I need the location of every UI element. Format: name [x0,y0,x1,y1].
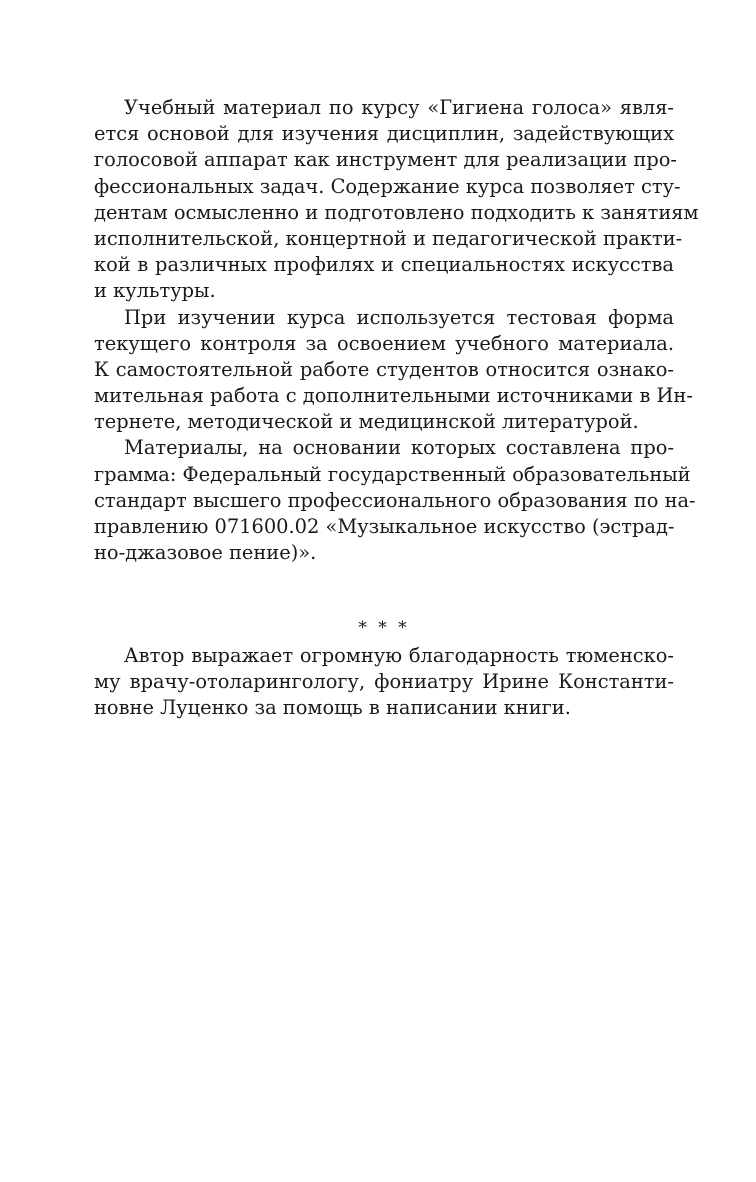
paragraph-materials [94,435,696,566]
text-line: Автор выражает огромную благодарность тюменско- [124,644,674,667]
paragraph-control [94,305,693,436]
paragraph-intro [94,95,699,305]
text-line: новне Луценко за помощь в написании книги. [94,696,571,720]
text-line: и культуры. [94,279,216,303]
main-text [94,95,699,566]
text-line: ется основой для изучения дисциплин, задействующих [94,122,674,146]
text-line: При изучении курса используется тестовая форма [124,305,674,329]
text-line: тернете, методической и медицинской литературой. [94,410,639,434]
paragraph-acknowledgement [94,643,674,722]
text-line: дентам осмысленно и подготовлено подходить к занятиям [94,200,699,224]
text-line: Учебный материал по курсу «Гигиена голоса» явля- [124,96,674,119]
text-line: К самостоятельной работе студентов относится ознако- [94,357,674,381]
text-line: му врачу-отоларингологу, фониатру Ирине Константи- [94,670,674,694]
text-line: но-джазовое пение)». [94,541,317,565]
text-line: голосовой аппарат как инструмент для реализации про- [94,148,677,172]
text-line: грамма: Федеральный государственный образовательный [94,462,691,486]
text-line: мительная работа с дополнительными источниками в Ин- [94,384,693,408]
text-line: исполнительской, концертной и педагогической практи- [94,226,683,250]
text-line: текущего контроля за освоением учебного материала. [94,331,674,355]
text-line: стандарт высшего профессионального образования по на- [94,488,696,512]
text-line: правлению 071600.02 «Музыкальное искусство (эстрад- [94,515,675,538]
text-line: фессиональных задач. Содержание курса позволяет сту- [94,174,681,198]
text-line: Материалы, на основании которых составлена про- [124,436,674,460]
text-line: кой в различных профилях и специальностях искусства [94,253,674,277]
section-separator: * * * [358,618,410,638]
